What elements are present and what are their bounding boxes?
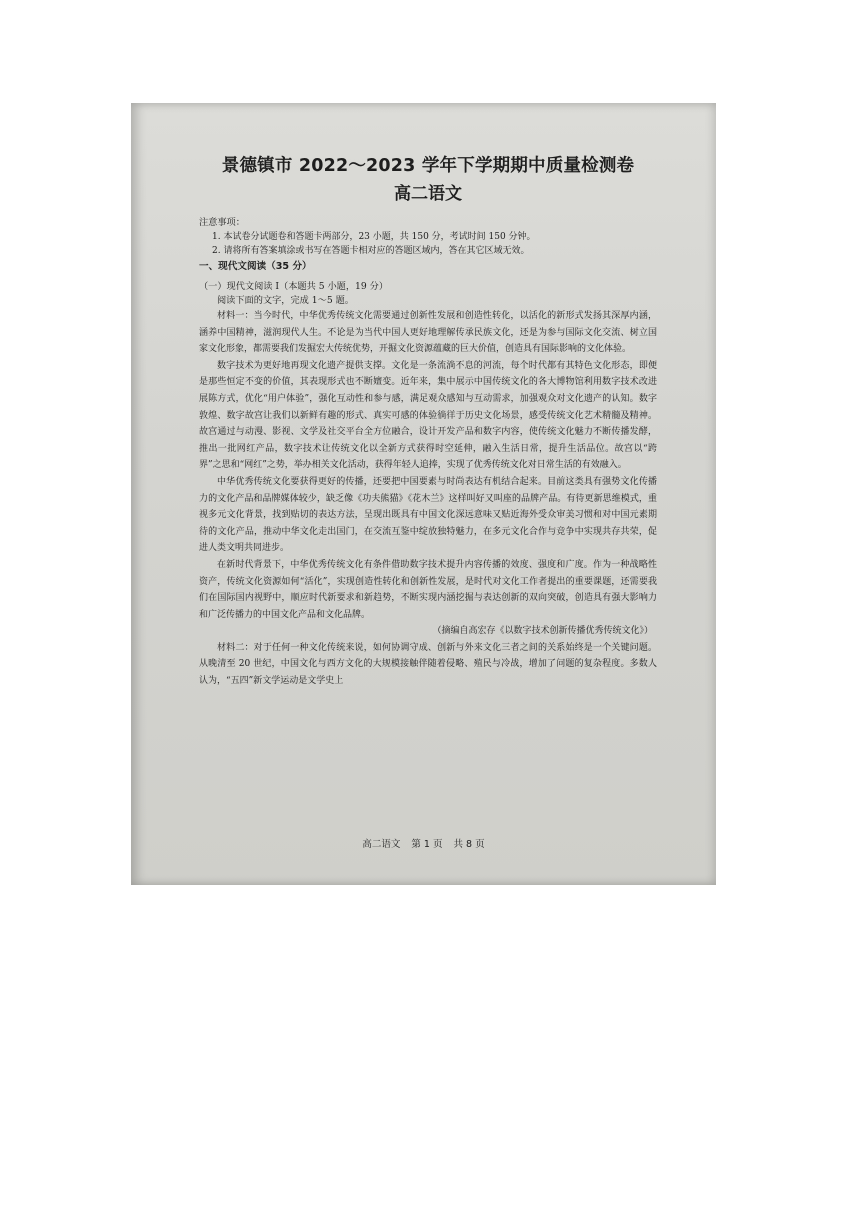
- paragraph: 中华优秀传统文化要获得更好的传播，还要把中国要素与时尚表达有机结合起来。目前这类具有强势文化传播力的文化产品和品牌媒体较少，缺乏像《功夫熊猫》《花木兰》这样叫好又叫座的品牌产品。有待更新思维模式，重视多元文化背景，找到贴切的表达方法，呈现出既具有中国文化深远意味又贴近海外受众审美习惯和对中国元素期待的文化产品，推动中华文化走出国门，在交流互鉴中绽放独特魅力，在多元文化合作与竞争中实现共存共荣，促进人类文明共同进步。: [199, 476, 657, 554]
- section-heading: 一、现代文阅读（35 分）: [199, 261, 312, 272]
- exam-title: 景德镇市 2022～2023 学年下学期期中质量检测卷: [221, 156, 635, 176]
- note-item: 1. 本试卷分试题卷和答题卡两部分，23 小题，共 150 分，考试时间 150 分钟。: [212, 232, 536, 242]
- paragraph: 材料二：对于任何一种文化传统来说，如何协调守成、创新与外来文化三者之间的关系始终是一个关键问题。从晚清至 20 世纪，中国文化与西方文化的大规模接触伴随着侵略、殖民与冷战，增加了问题的复杂程度。多数人认为，“五四”新文学运动是文学史上: [199, 642, 657, 687]
- paragraph: 材料一：当今时代，中华优秀传统文化需要通过创新性发展和创造性转化，以活化的新形式发扬其深厚内涵，涵养中国精神，滋润现代人生。不论是为当代中国人更好地理解传承民族文化，还是为参与国际文化交流、树立国家文化形象，都需要我们发掘宏大传统优势，开掘文化资源蕴藏的巨大价值，创造具有国际影响的文化体验。: [199, 311, 657, 355]
- note-item: 2. 请将所有答案填涂或书写在答题卡相对应的答题区域内，答在其它区域无效。: [212, 246, 530, 256]
- footer-subject: 高二语文: [362, 839, 401, 850]
- notes-heading: 注意事项：: [199, 217, 245, 228]
- footer-total-pages: 共 8 页: [453, 839, 485, 850]
- page-footer: [131, 836, 716, 850]
- exam-page: [199, 155, 657, 690]
- footer-page-number: 第 1 页: [411, 839, 443, 850]
- paragraph: 在新时代背景下，中华优秀传统文化有条件借助数字技术提升内容传播的效度、强度和广度。作为一种战略性资产，传统文化资源如何“活化”，实现创造性转化和创新性发展，是时代对文化工作者提出的重要课题，还需要我们在国际国内视野中，顺应时代新要求和新趋势，不断实现内涵挖掘与表达创新的双向突破，创造具有强大影响力和广泛传播力的中国文化产品和文化品牌。: [199, 559, 657, 620]
- exam-subject: 高二语文: [394, 184, 462, 204]
- document-photo: [131, 103, 716, 885]
- source-citation: （摘编自高宏存《以数字技术创新传播优秀传统文化》）: [432, 626, 653, 637]
- subsection-heading: （一）现代文阅读 I（本题共 5 小题，19 分）: [199, 281, 389, 292]
- reading-instruction: 阅读下面的文字，完成 1～5 题。: [217, 295, 354, 306]
- paragraph: 数字技术为更好地再现文化遗产提供支撑。文化是一条流淌不息的河流，每个时代都有其特色文化形态，即便是那些恒定不变的价值，其表现形式也不断嬗变。近年来，集中展示中国传统文化的各大博物馆利用数字技术改进展陈方式，优化“用户体验”，强化互动性和参与感，满足观众感知与互动需求，加强观众对文化遗产的认知。数字敦煌、数字故宫让我们以新鲜有趣的形式、真实可感的体验徜徉于历史文化场景，感受传统文化艺术精髓及精神。故宫通过与动漫、影视、文学及社交平台全方位融合，设计开发产品和数字内容，使传统文化魅力不断传播发酵，推出一批网红产品，数字技术让传统文化以全新方式获得时空延伸，融入生活日常，提升生活品位。故宫以“跨界”之思和“网红”之势，举办相关文化活动，获得年轻人追捧，实现了优秀传统文化对日常生活的有效融入。: [199, 360, 657, 471]
